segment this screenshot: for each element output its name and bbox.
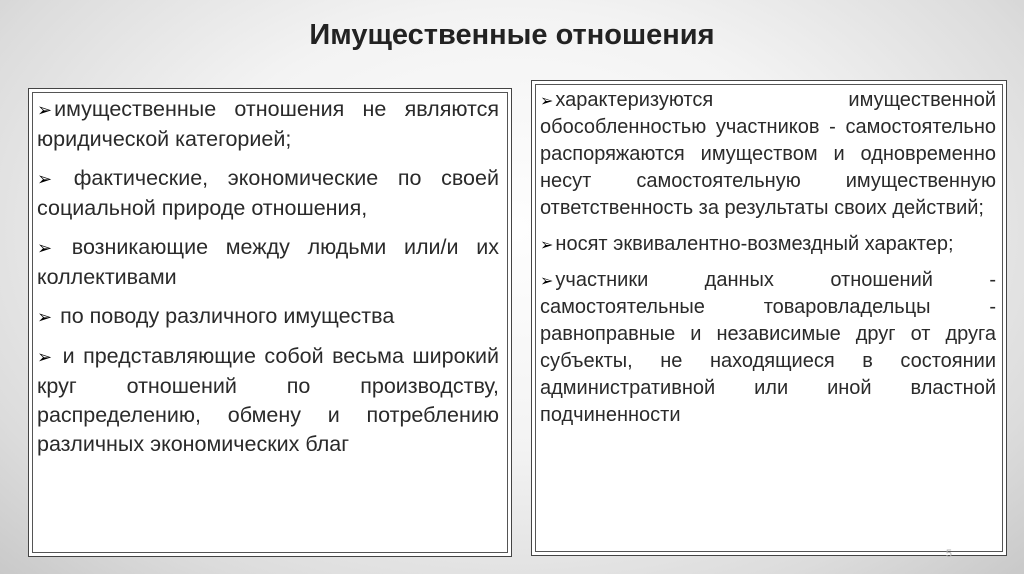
right-list-item-2 [540,231,996,258]
right-list-item-1 [540,87,996,222]
arrow-check-icon: ➢ [540,235,554,254]
arrow-check-icon: ➢ [540,91,554,110]
left-list-item-5 [37,342,499,459]
right-list-item-3 [540,267,996,429]
left-list-item-2 [37,164,499,223]
left-list-item-3 [37,233,499,292]
left-list-item-text: имущественные отношения не являются юридической категорией; [37,97,499,151]
left-list-item-text: по поводу различного имущества [60,304,395,328]
arrow-check-icon: ➢ [37,347,53,368]
left-list-item-4 [37,302,499,332]
left-bullet-list [37,95,499,469]
right-list-item-text: характеризуются имущественной обособленностью участников - самостоятельно распоряжаются имуществом и одновременно несут самостоятельную имущественную ответственность за результаты своих действий; [540,89,996,219]
left-list-item-text: и представляющие собой весьма широкий круг отношений по производству, распределению, обмену и потреблению различных экономических благ [37,344,499,456]
arrow-check-icon: ➢ [37,307,53,328]
right-list-item-text: участники данных отношений - самостоятельные товаровладельцы - равноправные и независимые друг от друга субъекты, не находящиеся в состоянии административной или иной властной подчиненности [540,269,996,426]
left-list-item-text: возникающие между людьми или/и их коллективами [37,235,499,289]
arrow-check-icon: ➢ [540,271,554,290]
page-number: 5 [945,548,952,560]
right-bullet-list [540,87,996,438]
left-panel [28,88,512,557]
right-list-item-text: носят эквивалентно-возмездный характер; [555,233,954,255]
left-list-item-1 [37,95,499,154]
arrow-check-icon: ➢ [37,238,53,259]
left-list-item-text: фактические, экономические по своей социальной природе отношения, [37,166,499,220]
arrow-check-icon: ➢ [37,169,53,190]
slide-title: Имущественные отношения [309,19,715,51]
arrow-check-icon: ➢ [37,100,53,121]
right-panel [531,80,1007,556]
